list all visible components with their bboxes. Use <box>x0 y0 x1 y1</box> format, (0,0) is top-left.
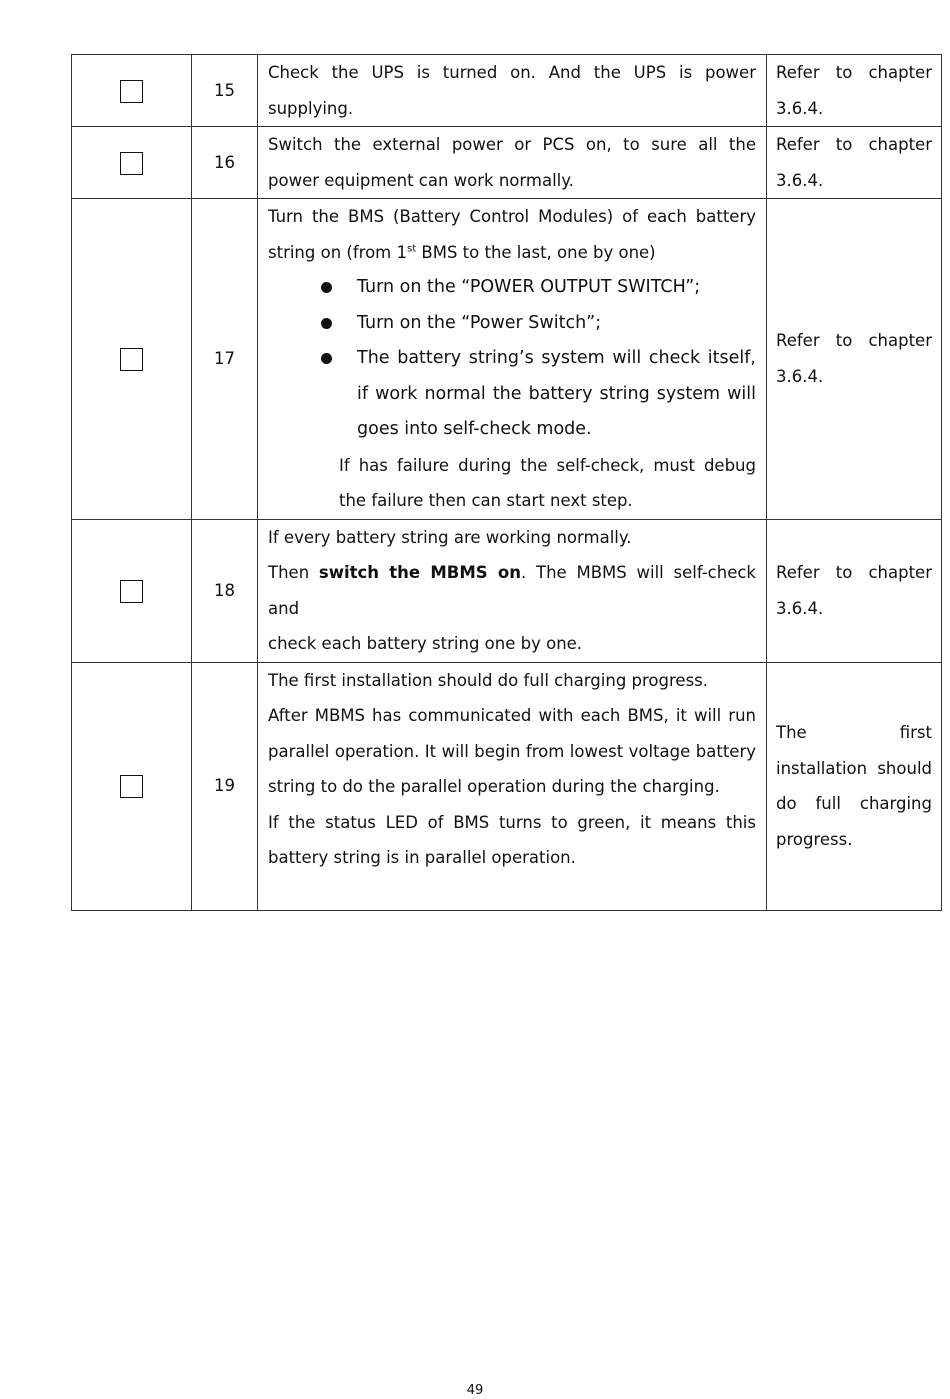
checkbox-cell <box>72 55 192 127</box>
description-line: The first installation should do full charging progress. <box>268 670 709 690</box>
step-number: 16 <box>192 127 258 199</box>
checkbox-icon[interactable] <box>120 152 143 175</box>
description-line: If every battery string are working normally. <box>268 527 632 547</box>
description-line <box>268 235 756 271</box>
description-text: BMS to the last, one by one) <box>416 242 656 262</box>
table-row <box>72 662 942 910</box>
list-item-text: Turn on the “Power Switch”; <box>357 312 602 333</box>
reference-cell <box>767 662 942 910</box>
checkbox-icon[interactable] <box>120 80 143 103</box>
step-description <box>258 199 767 520</box>
reference-text: Refer to chapter 3.6.4. <box>776 135 932 190</box>
step-description <box>258 662 767 910</box>
step-number: 17 <box>192 199 258 520</box>
reference-text: Refer to chapter 3.6.4. <box>776 563 932 618</box>
description-text: . The MBMS will self-check and <box>268 563 756 618</box>
table-row <box>72 127 942 199</box>
list-item <box>268 270 756 306</box>
reference-cell <box>767 55 942 127</box>
checkbox-cell <box>72 127 192 199</box>
description-bold-text: switch the MBMS on <box>318 563 522 582</box>
description-line: check each battery string one by one. <box>268 634 583 653</box>
step-description <box>258 519 767 662</box>
list-item-text: The battery string’s system will check itself, if work normal the battery string system will goes into self-check mode. <box>357 348 756 439</box>
reference-text: The first installation should do full charging progress. <box>776 723 932 849</box>
step-number: 19 <box>192 662 258 910</box>
description-line: Switch the external power or PCS on, to sure all the <box>268 135 756 154</box>
table-row <box>72 55 942 127</box>
bullet-icon <box>321 353 332 364</box>
description-line: power equipment can work normally. <box>268 170 574 190</box>
step-number: 18 <box>192 519 258 662</box>
description-text: string on (from 1 <box>268 242 407 262</box>
list-item <box>268 341 756 448</box>
list-item-text: Turn on the “POWER OUTPUT SWITCH”; <box>357 277 701 297</box>
bullet-list <box>268 270 756 448</box>
failure-note: If has failure during the self-check, must debug the failure then can start next step. <box>339 455 756 510</box>
description-paragraph: After MBMS has communicated with each BMS, it will run parallel operation. It will begin from lowest voltage battery string to do the parallel operation during the charging. <box>268 706 756 796</box>
description-line <box>268 555 756 626</box>
table-row <box>72 519 942 662</box>
list-item <box>268 306 756 342</box>
reference-cell <box>767 199 942 520</box>
checkbox-cell <box>72 519 192 662</box>
checklist-table <box>71 54 942 911</box>
checkbox-icon[interactable] <box>120 348 143 371</box>
reference-text: Refer to chapter 3.6.4. <box>776 63 932 118</box>
description-text: Then <box>268 563 319 582</box>
checkbox-icon[interactable] <box>120 580 143 603</box>
description-line: Check the UPS is turned on. And the UPS is power <box>268 63 756 82</box>
table-row <box>72 199 942 520</box>
step-number: 15 <box>192 55 258 127</box>
reference-cell <box>767 519 942 662</box>
page-number: 49 <box>466 1383 484 1398</box>
checkbox-cell <box>72 662 192 910</box>
step-description <box>258 127 767 199</box>
reference-cell <box>767 127 942 199</box>
description-line: supplying. <box>268 98 354 118</box>
bullet-icon <box>321 282 332 293</box>
reference-text: Refer to chapter 3.6.4. <box>776 331 932 386</box>
ordinal-suffix: st <box>407 243 417 254</box>
checkbox-cell <box>72 199 192 520</box>
bullet-icon <box>321 318 332 329</box>
description-line: Turn the BMS (Battery Control Modules) of each battery <box>268 207 756 226</box>
description-paragraph: If the status LED of BMS turns to green, it means this battery string is in parallel operation. <box>268 812 756 867</box>
step-description <box>258 55 767 127</box>
checkbox-icon[interactable] <box>120 775 143 798</box>
